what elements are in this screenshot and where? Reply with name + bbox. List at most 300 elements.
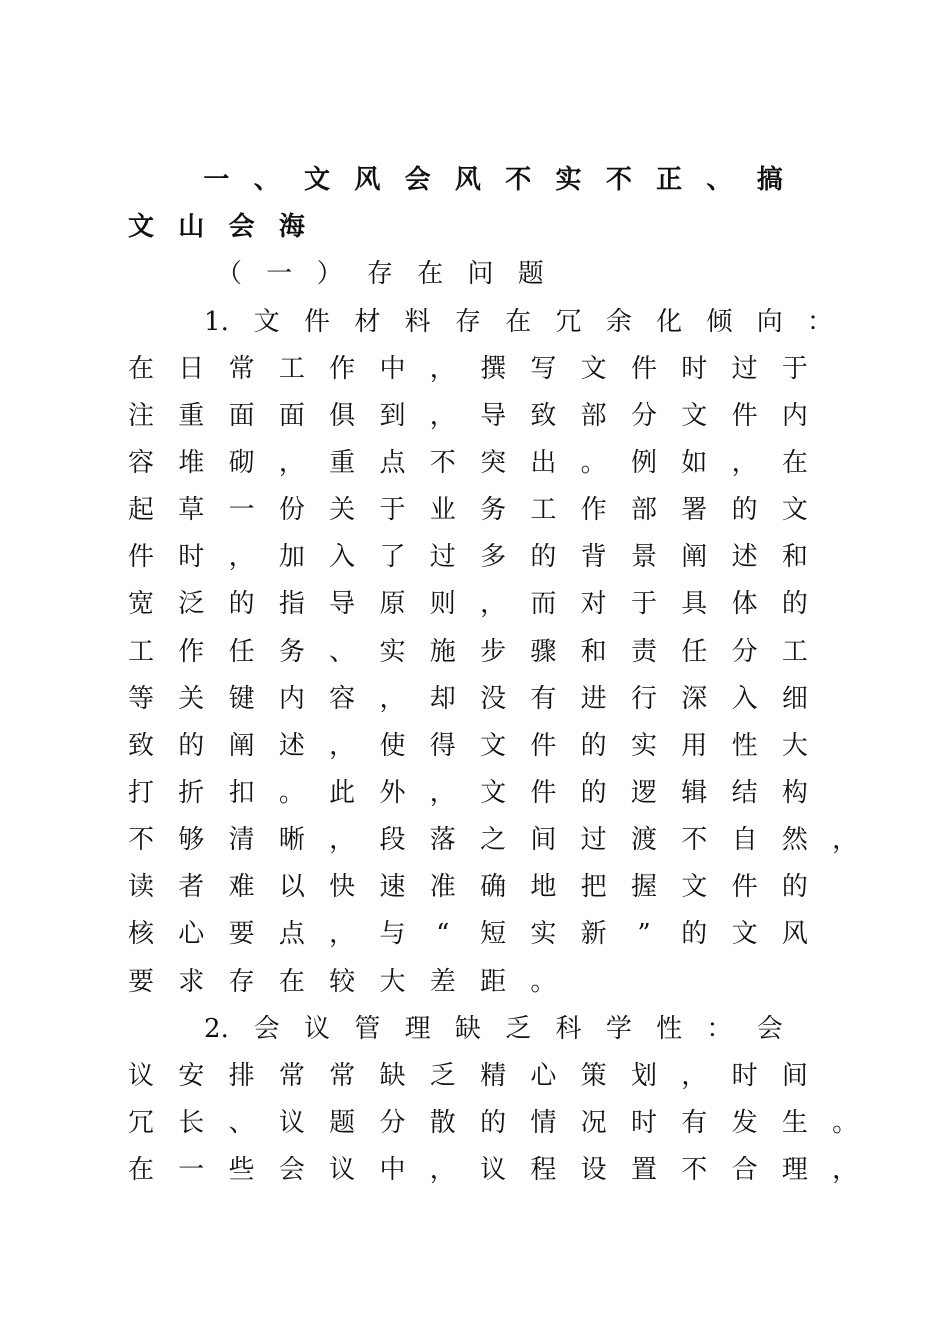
item2-line: [0, 1150, 950, 1190]
glyph: 于: [630, 589, 657, 619]
glyph: 议: [127, 1061, 154, 1091]
glyph: 件: [731, 872, 758, 902]
glyph: 细: [781, 684, 808, 714]
glyph: 却: [429, 684, 456, 714]
glyph: ，: [329, 731, 356, 761]
glyph: 如: [681, 448, 708, 478]
glyph: ”: [637, 919, 651, 949]
glyph: 化: [656, 307, 683, 337]
glyph: 例: [630, 448, 657, 478]
glyph: 堆: [178, 448, 205, 478]
glyph: 缺: [379, 1061, 406, 1091]
glyph: 文: [781, 495, 808, 525]
glyph: 距: [480, 967, 507, 997]
glyph: 存: [454, 307, 481, 337]
glyph: 俱: [329, 401, 356, 431]
glyph: 段: [379, 825, 406, 855]
glyph: 、: [253, 165, 280, 195]
glyph: 关: [329, 495, 356, 525]
glyph: 大: [781, 731, 808, 761]
glyph: 注: [127, 401, 154, 431]
glyph: 时: [681, 354, 708, 384]
glyph: 设: [580, 1155, 607, 1185]
glyph: 风: [354, 165, 381, 195]
item1-line: [0, 302, 950, 342]
glyph: 间: [781, 1061, 808, 1091]
glyph: 原: [379, 589, 406, 619]
glyph: 砌: [228, 448, 255, 478]
glyph: 。: [530, 967, 557, 997]
glyph: 在: [505, 307, 532, 337]
glyph: 存: [228, 967, 255, 997]
glyph: 性: [656, 1014, 683, 1044]
glyph: ，: [681, 1061, 708, 1091]
glyph: 和: [781, 542, 808, 572]
glyph: 安: [178, 1061, 205, 1091]
glyph: 乏: [505, 1014, 532, 1044]
glyph: 作: [580, 495, 607, 525]
glyph: 精: [480, 1061, 507, 1091]
glyph: 折: [178, 778, 205, 808]
glyph: 景: [630, 542, 657, 572]
glyph: 而: [530, 589, 557, 619]
glyph: 大: [379, 967, 406, 997]
glyph: 冗: [127, 1108, 154, 1138]
glyph: 构: [781, 778, 808, 808]
glyph: ，: [480, 589, 507, 619]
glyph: 于: [781, 354, 808, 384]
item1-line: [0, 962, 950, 1002]
glyph: 风: [454, 165, 481, 195]
glyph: 议: [278, 1108, 305, 1138]
glyph: 常: [278, 1061, 305, 1091]
item1-line: [0, 726, 950, 766]
glyph: 会: [756, 1014, 783, 1044]
glyph: 中: [379, 1155, 406, 1185]
glyph: 。: [278, 778, 305, 808]
glyph: 生: [781, 1108, 808, 1138]
glyph: 题: [329, 1108, 356, 1138]
glyph: 了: [379, 542, 406, 572]
glyph: 文: [580, 354, 607, 384]
glyph: ，: [832, 825, 859, 855]
glyph: 不: [681, 825, 708, 855]
glyph: 任: [228, 637, 255, 667]
glyph: 不: [505, 165, 532, 195]
glyph: 件: [530, 778, 557, 808]
glyph: 部: [580, 401, 607, 431]
glyph: 体: [731, 589, 758, 619]
glyph: 读: [127, 872, 154, 902]
glyph: 、: [329, 637, 356, 667]
glyph: 一: [203, 165, 230, 195]
glyph: 材: [354, 307, 381, 337]
glyph: 业: [429, 495, 456, 525]
glyph: 的: [781, 589, 808, 619]
glyph: 在: [417, 259, 444, 289]
glyph: 的: [530, 542, 557, 572]
glyph: 导: [329, 589, 356, 619]
glyph: 阐: [228, 731, 255, 761]
glyph: 署: [681, 495, 708, 525]
glyph: 情: [530, 1108, 557, 1138]
glyph: 文: [304, 165, 331, 195]
glyph: 海: [278, 212, 305, 242]
glyph: 山: [178, 212, 205, 242]
glyph: 在: [781, 448, 808, 478]
glyph: 宽: [127, 589, 154, 619]
glyph: 文: [731, 919, 758, 949]
glyph: 些: [228, 1155, 255, 1185]
glyph: 深: [681, 684, 708, 714]
glyph: 述: [278, 731, 305, 761]
glyph: 多: [480, 542, 507, 572]
glyph: 间: [530, 825, 557, 855]
glyph: 速: [379, 872, 406, 902]
glyph: 件: [127, 542, 154, 572]
glyph: 施: [429, 637, 456, 667]
glyph: 作: [178, 637, 205, 667]
glyph: 正: [656, 165, 683, 195]
glyph: 键: [228, 684, 255, 714]
glyph: 的: [580, 778, 607, 808]
glyph: 步: [480, 637, 507, 667]
glyph: 缺: [454, 1014, 481, 1044]
glyph: 文: [480, 778, 507, 808]
item1-line: [0, 349, 950, 389]
glyph: 行: [630, 684, 657, 714]
glyph: 管: [354, 1014, 381, 1044]
glyph: 容: [329, 684, 356, 714]
glyph: 点: [379, 448, 406, 478]
glyph: 心: [178, 919, 205, 949]
subheading: [0, 254, 950, 294]
glyph: 件: [731, 401, 758, 431]
glyph: 问: [467, 259, 494, 289]
glyph: 较: [329, 967, 356, 997]
glyph: 余: [605, 307, 632, 337]
glyph: 把: [580, 872, 607, 902]
glyph: 要: [228, 919, 255, 949]
glyph: 扣: [228, 778, 255, 808]
glyph: 准: [429, 872, 456, 902]
glyph: 草: [178, 495, 205, 525]
glyph: 致: [530, 401, 557, 431]
glyph: 过: [731, 354, 758, 384]
glyph: 文: [681, 401, 708, 431]
glyph: ，: [731, 448, 758, 478]
item1-line: [0, 914, 950, 954]
glyph: 有: [530, 684, 557, 714]
glyph: 、: [228, 1108, 255, 1138]
glyph: 辑: [681, 778, 708, 808]
glyph: ，: [379, 684, 406, 714]
glyph: 一: [266, 259, 293, 289]
glyph: 有: [681, 1108, 708, 1138]
glyph: 心: [530, 1061, 557, 1091]
glyph: 短: [480, 919, 507, 949]
glyph: 的: [731, 495, 758, 525]
glyph: 乏: [429, 1061, 456, 1091]
glyph: 打: [127, 778, 154, 808]
glyph: 1.: [204, 307, 229, 337]
glyph: 晰: [278, 825, 305, 855]
glyph: 新: [580, 919, 607, 949]
glyph: 时: [731, 1061, 758, 1091]
section-heading-line-1: [0, 160, 950, 200]
glyph: 得: [429, 731, 456, 761]
glyph: 之: [480, 825, 507, 855]
glyph: 和: [580, 637, 607, 667]
glyph: ，: [329, 919, 356, 949]
glyph: 一: [178, 1155, 205, 1185]
glyph: 题: [517, 259, 544, 289]
glyph: 议: [480, 1155, 507, 1185]
glyph: 、: [706, 165, 733, 195]
glyph: ：: [706, 1014, 733, 1044]
item1-line: [0, 679, 950, 719]
glyph: 握: [630, 872, 657, 902]
glyph: 搞: [756, 165, 783, 195]
item2-line: [0, 1009, 950, 1049]
glyph: 理: [404, 1014, 431, 1044]
glyph: 的: [480, 1108, 507, 1138]
glyph: 不: [127, 825, 154, 855]
glyph: 确: [480, 872, 507, 902]
glyph: ，: [429, 778, 456, 808]
glyph: 具: [681, 589, 708, 619]
glyph: 不: [429, 448, 456, 478]
glyph: 在: [278, 967, 305, 997]
glyph: 理: [781, 1155, 808, 1185]
glyph: ，: [329, 825, 356, 855]
glyph: 核: [127, 919, 154, 949]
glyph: 存: [366, 259, 393, 289]
glyph: 实: [555, 165, 582, 195]
glyph: 落: [429, 825, 456, 855]
glyph: ，: [228, 542, 255, 572]
glyph: 作: [329, 354, 356, 384]
glyph: 重: [329, 448, 356, 478]
glyph: ，: [429, 401, 456, 431]
glyph: 务: [480, 495, 507, 525]
glyph: 性: [731, 731, 758, 761]
glyph: 工: [530, 495, 557, 525]
glyph: 风: [781, 919, 808, 949]
glyph: 地: [530, 872, 557, 902]
item1-line: [0, 443, 950, 483]
glyph: 然: [781, 825, 808, 855]
glyph: 出: [530, 448, 557, 478]
glyph: 面: [228, 401, 255, 431]
glyph: 会: [253, 1014, 280, 1044]
glyph: 任: [681, 637, 708, 667]
glyph: 的: [178, 731, 205, 761]
glyph: 文: [681, 872, 708, 902]
glyph: 。: [832, 1108, 859, 1138]
glyph: 逻: [630, 778, 657, 808]
item1-line: [0, 867, 950, 907]
glyph: 快: [329, 872, 356, 902]
glyph: ，: [429, 354, 456, 384]
glyph: 长: [178, 1108, 205, 1138]
glyph: 导: [480, 401, 507, 431]
glyph: 过: [429, 542, 456, 572]
glyph: 策: [580, 1061, 607, 1091]
glyph: 求: [178, 967, 205, 997]
glyph: 以: [278, 872, 305, 902]
glyph: 背: [580, 542, 607, 572]
glyph: 的: [580, 731, 607, 761]
glyph: 此: [329, 778, 356, 808]
glyph: 工: [127, 637, 154, 667]
glyph: 没: [480, 684, 507, 714]
glyph: 一: [228, 495, 255, 525]
glyph: 起: [127, 495, 154, 525]
item1-line: [0, 820, 950, 860]
item1-line: [0, 773, 950, 813]
glyph: 结: [731, 778, 758, 808]
glyph: 清: [228, 825, 255, 855]
glyph: 议: [329, 1155, 356, 1185]
glyph: 排: [228, 1061, 255, 1091]
glyph: 内: [781, 401, 808, 431]
glyph: 件: [630, 354, 657, 384]
glyph: 科: [555, 1014, 582, 1044]
glyph: 分: [731, 637, 758, 667]
glyph: 务: [278, 637, 305, 667]
glyph: 常: [329, 1061, 356, 1091]
glyph: 不: [681, 1155, 708, 1185]
glyph: 在: [127, 1155, 154, 1185]
glyph: 。: [580, 448, 607, 478]
glyph: 不: [605, 165, 632, 195]
glyph: 到: [379, 401, 406, 431]
glyph: 料: [404, 307, 431, 337]
glyph: 的: [228, 589, 255, 619]
glyph: 加: [278, 542, 305, 572]
glyph: 于: [379, 495, 406, 525]
glyph: 冗: [555, 307, 582, 337]
glyph: “: [436, 919, 450, 949]
glyph: 中: [379, 354, 406, 384]
glyph: ）: [316, 259, 343, 289]
item1-line: [0, 490, 950, 530]
glyph: 会: [278, 1155, 305, 1185]
glyph: 分: [630, 401, 657, 431]
glyph: 的: [681, 919, 708, 949]
glyph: 差: [429, 967, 456, 997]
glyph: 够: [178, 825, 205, 855]
glyph: 份: [278, 495, 305, 525]
glyph: 对: [580, 589, 607, 619]
glyph: 等: [127, 684, 154, 714]
glyph: 实: [379, 637, 406, 667]
glyph: 用: [681, 731, 708, 761]
glyph: ：: [807, 307, 834, 337]
glyph: （: [216, 259, 243, 289]
glyph: 散: [429, 1108, 456, 1138]
glyph: 指: [278, 589, 305, 619]
glyph: 进: [580, 684, 607, 714]
glyph: 合: [731, 1155, 758, 1185]
glyph: 容: [127, 448, 154, 478]
glyph: 向: [756, 307, 783, 337]
glyph: 日: [178, 354, 205, 384]
glyph: 重: [178, 401, 205, 431]
glyph: 议: [304, 1014, 331, 1044]
glyph: ，: [278, 448, 305, 478]
glyph: ，: [832, 1155, 859, 1185]
glyph: 外: [379, 778, 406, 808]
glyph: 况: [580, 1108, 607, 1138]
glyph: 者: [178, 872, 205, 902]
glyph: 置: [630, 1155, 657, 1185]
glyph: 责: [630, 637, 657, 667]
glyph: 过: [580, 825, 607, 855]
glyph: 分: [379, 1108, 406, 1138]
glyph: 面: [278, 401, 305, 431]
item1-line: [0, 584, 950, 624]
glyph: 自: [731, 825, 758, 855]
glyph: 文: [480, 731, 507, 761]
glyph: 与: [379, 919, 406, 949]
glyph: 则: [429, 589, 456, 619]
glyph: 要: [127, 967, 154, 997]
glyph: 件: [304, 307, 331, 337]
glyph: 文: [253, 307, 280, 337]
glyph: 阐: [681, 542, 708, 572]
glyph: 内: [278, 684, 305, 714]
glyph: 倾: [706, 307, 733, 337]
glyph: 时: [630, 1108, 657, 1138]
glyph: 学: [605, 1014, 632, 1044]
glyph: 会: [404, 165, 431, 195]
item2-line: [0, 1103, 950, 1143]
glyph: 难: [228, 872, 255, 902]
glyph: 致: [127, 731, 154, 761]
item1-line: [0, 632, 950, 672]
glyph: ，: [429, 1155, 456, 1185]
glyph: 入: [731, 684, 758, 714]
glyph: 时: [178, 542, 205, 572]
glyph: 述: [731, 542, 758, 572]
glyph: 文: [127, 212, 154, 242]
glyph: 撰: [480, 354, 507, 384]
glyph: 关: [178, 684, 205, 714]
glyph: 划: [630, 1061, 657, 1091]
glyph: 在: [127, 354, 154, 384]
glyph: 件: [530, 731, 557, 761]
glyph: 突: [480, 448, 507, 478]
glyph: 实: [630, 731, 657, 761]
glyph: 骤: [530, 637, 557, 667]
glyph: 入: [329, 542, 356, 572]
section-heading-line-2: [0, 207, 950, 247]
item1-line: [0, 537, 950, 577]
glyph: 工: [781, 637, 808, 667]
glyph: 实: [530, 919, 557, 949]
glyph: 部: [630, 495, 657, 525]
glyph: 工: [278, 354, 305, 384]
glyph: 程: [530, 1155, 557, 1185]
glyph: 泛: [178, 589, 205, 619]
glyph: 渡: [630, 825, 657, 855]
glyph: 2.: [204, 1014, 229, 1044]
item1-line: [0, 396, 950, 436]
glyph: 常: [228, 354, 255, 384]
glyph: 写: [530, 354, 557, 384]
